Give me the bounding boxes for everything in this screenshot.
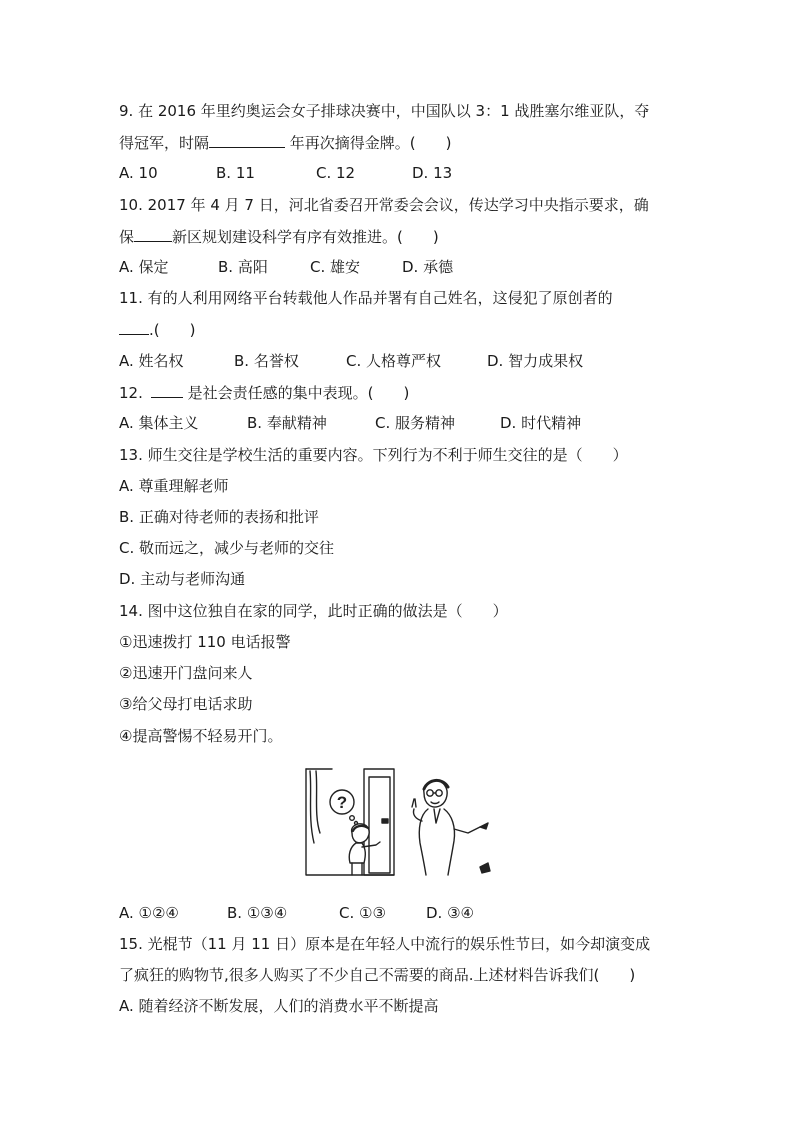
door-panel: [369, 777, 390, 873]
child-legs: [352, 863, 362, 875]
visitor-waving-hand: [412, 799, 422, 821]
child-arm: [362, 842, 380, 847]
q9-option-d: D. 13: [412, 164, 453, 182]
door-peephole: [382, 819, 388, 823]
q9-stem-line2: [119, 132, 452, 153]
q10-option-b: B. 高阳: [218, 258, 268, 276]
q12-stem-pre: 12.: [119, 384, 143, 402]
q11-stem-line1: 11. 有的人利用网络平台转载他人作品并署有自己姓名，这侵犯了原创者的: [119, 289, 613, 307]
q11-answer-blank: [119, 319, 149, 335]
q9-option-b: B. 11: [216, 164, 255, 182]
knife: [480, 823, 488, 829]
q14-illustration: [302, 763, 492, 879]
q9-option-a: A. 10: [119, 164, 158, 182]
q15-stem-line2: 了疯狂的购物节,很多人购买了不少自己不需要的商品.上述材料告诉我们( ): [119, 966, 636, 984]
q12-option-a: A. 集体主义: [119, 414, 199, 432]
q10-option-a: A. 保定: [119, 258, 169, 276]
q15-stem-line1: 15. 光棍节（11 月 11 日）原本是在年轻人中流行的娱乐性节曰，如今却演变成: [119, 935, 651, 953]
q10-stem-line2: [119, 226, 439, 247]
q12-stem-post: 是社会责任感的集中表现。( ): [182, 384, 410, 402]
q12-answer-blank: [151, 382, 183, 398]
q12-stem: [119, 382, 409, 403]
visitor-arm-knife: [454, 827, 480, 833]
q13-option-d: D. 主动与老师沟通: [119, 570, 246, 588]
q14-item-1: ①迅速拨打 110 电话报警: [119, 633, 291, 651]
q14-item-4: ④提高警惕不轻易开门。: [119, 727, 283, 745]
visitor-shoe: [480, 863, 490, 873]
q11-option-a: A. 姓名权: [119, 352, 184, 370]
q11-options: [119, 351, 583, 371]
child-body: [349, 843, 365, 863]
q9-answer-blank: [209, 132, 285, 148]
q9-options: [119, 163, 452, 183]
q9-stem-pre: 得冠军，时隔: [119, 134, 210, 152]
q14-option-d: D. ③④: [426, 904, 474, 922]
q12-option-b: B. 奉献精神: [247, 414, 327, 432]
q14-item-2: ②迅速开门盘问来人: [119, 664, 253, 682]
q11-option-d: D. 智力成果权: [487, 352, 584, 370]
visitor-coat-right: [444, 809, 455, 875]
q14-option-b: B. ①③④: [227, 904, 288, 922]
q13-option-c: C. 敬而远之，减少与老师的交往: [119, 539, 335, 557]
q13-option-a: A. 尊重理解老师: [119, 477, 229, 495]
q11-stem-post: .( ): [149, 321, 196, 339]
q12-option-d: D. 时代精神: [500, 414, 582, 432]
q10-stem-line1: 10. 2017 年 4 月 7 日，河北省委召开常委会会议，传达学习中央指示要求，确: [119, 196, 649, 214]
q10-answer-blank: [134, 226, 172, 242]
q14-option-c: C. ①③: [339, 904, 386, 922]
q15-option-a: A. 随着经济不断发展，人们的消费水平不断提高: [119, 997, 439, 1015]
q12-option-c: C. 服务精神: [375, 414, 456, 432]
q13-option-b: B. 正确对待老师的表扬和批评: [119, 508, 319, 526]
q9-option-c: C. 12: [316, 164, 356, 182]
q14-options: [119, 903, 474, 923]
q14-stem: 14. 图中这位独自在家的同学，此时正确的做法是（ ）: [119, 602, 508, 620]
q12-options: [119, 413, 581, 433]
q10-option-c: C. 雄安: [310, 258, 361, 276]
q11-stem-line2: [119, 319, 195, 340]
q9-stem-line1: 9. 在 2016 年里约奥运会女子排球决赛中，中国队以 3：1 战胜塞尔维亚队，夺: [119, 102, 650, 120]
q11-option-c: C. 人格尊严权: [346, 352, 442, 370]
q10-option-d: D. 承德: [402, 258, 454, 276]
q9-stem-post: 年再次摘得金牌。( ): [285, 134, 452, 152]
q10-stem-post: 新区规划建设科学有序有效推进。( ): [172, 228, 439, 246]
q10-options: [119, 257, 453, 277]
q11-option-b: B. 名誉权: [234, 352, 299, 370]
q14-option-a: A. ①②④: [119, 904, 179, 922]
visitor-coat-left: [419, 809, 428, 875]
question-mark: ?: [336, 793, 348, 812]
q10-stem-pre: 保: [119, 228, 135, 246]
q14-item-3: ③给父母打电话求助: [119, 695, 253, 713]
q13-stem: 13. 师生交往是学校生活的重要内容。下列行为不利于师生交往的是（ ）: [119, 446, 628, 464]
